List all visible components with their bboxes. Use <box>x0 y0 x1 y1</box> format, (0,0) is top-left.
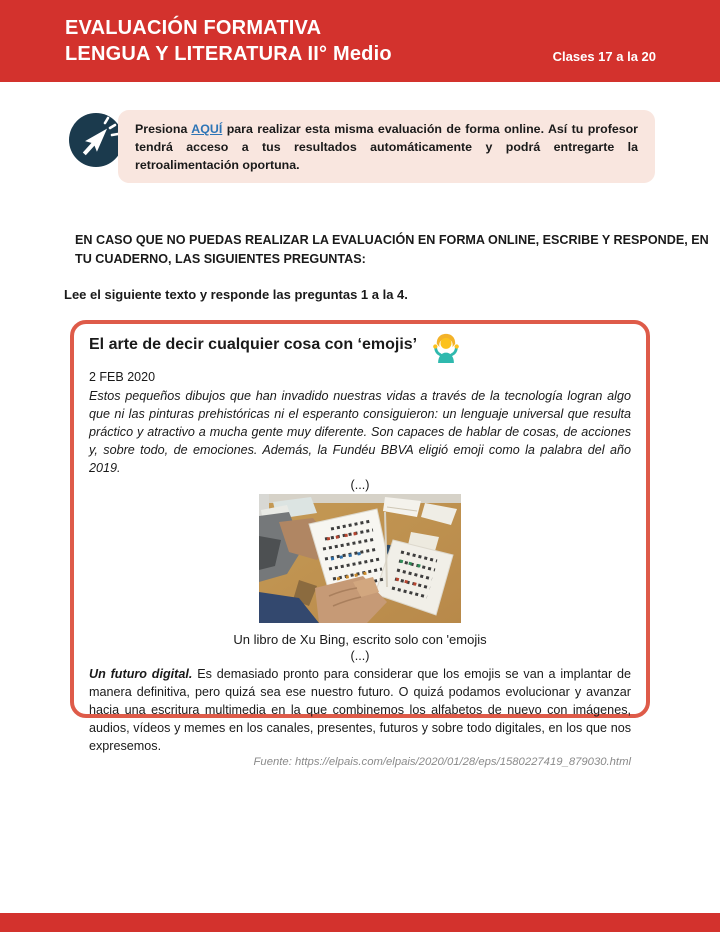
future-paragraph-text: Es demasiado pronto para considerar que los emojis se van a implantar de manera definitiva, pero quizá sea ese nuestro futuro. O quizá podamos evolucionar y avanzar hacia una escritura multimedia en la que combinemos los alfabetos de nuevo con imágenes, audios, vídeos y memes en los canales, presentes, futuros y sobre todo digitales, en los que nos expresemos. <box>89 667 632 753</box>
article-future-paragraph <box>89 665 631 755</box>
cursor-click-icon <box>68 112 124 168</box>
online-notice-text <box>135 120 638 174</box>
photo-caption: Un libro de Xu Bing, escrito solo con 'emojis <box>233 632 487 647</box>
article-photo-wrap <box>89 494 631 628</box>
article-photo <box>259 494 461 623</box>
article-title: El arte de decir cualquier cosa con ‘emojis’ <box>89 336 418 353</box>
ellipsis-marker: (...) <box>350 478 370 492</box>
ellipsis-marker-2: (...) <box>350 649 370 663</box>
online-notice-box <box>118 110 655 183</box>
notice-text-before: Presiona <box>135 122 188 136</box>
article-date: 2 FEB 2020 <box>89 370 156 384</box>
offline-instructions-line1: EN CASO QUE NO PUEDAS REALIZAR LA EVALUACIÓN EN FORMA ONLINE, ESCRIBE Y RESPONDE, EN <box>75 233 709 247</box>
classes-range-label: Clases 17 a la 20 <box>552 49 656 64</box>
article-source-url: Fuente: https://elpais.com/elpais/2020/01/28/eps/1580227419_879030.html <box>253 756 631 768</box>
online-evaluation-link[interactable]: AQUÍ <box>191 122 223 136</box>
page-header <box>0 0 720 82</box>
article-intro-paragraph: Estos pequeños dibujos que han invadido nuestras vidas a través de la tecnología logran algo que ni las pinturas prehistóricas ni el esperanto consiguieron: un lenguaje universal que resulta práctico y atractivo a mucha gente muy diferente. Son capaces de hablar de cosas, de acciones y, sobre todo, de emociones. Además, la Fundéu BBVA eligió emoji como la palabra del año 2019. <box>89 389 631 475</box>
offline-instructions <box>75 231 709 269</box>
read-text-instruction: Lee el siguiente texto y responde las preguntas 1 a la 4. <box>64 287 408 302</box>
person-shrugging-emoji <box>431 332 461 369</box>
article-title-row <box>89 334 631 369</box>
notice-text-after: para realizar esta misma evaluación de forma online. Así tu profesor tendrá acceso a tus resultados automáticamente y podrá entregarte la retroalimentación oportuna. <box>135 122 638 172</box>
future-paragraph-lead: Un futuro digital. <box>89 667 193 681</box>
article-box <box>70 320 650 768</box>
header-title-line1: EVALUACIÓN FORMATIVA <box>65 17 322 39</box>
offline-instructions-line2: TU CUADERNO, LAS SIGUIENTES PREGUNTAS: <box>75 252 366 266</box>
header-title-line2: LENGUA Y LITERATURA II° Medio <box>65 43 392 65</box>
footer-bar <box>0 913 720 932</box>
header-titles <box>65 15 392 67</box>
